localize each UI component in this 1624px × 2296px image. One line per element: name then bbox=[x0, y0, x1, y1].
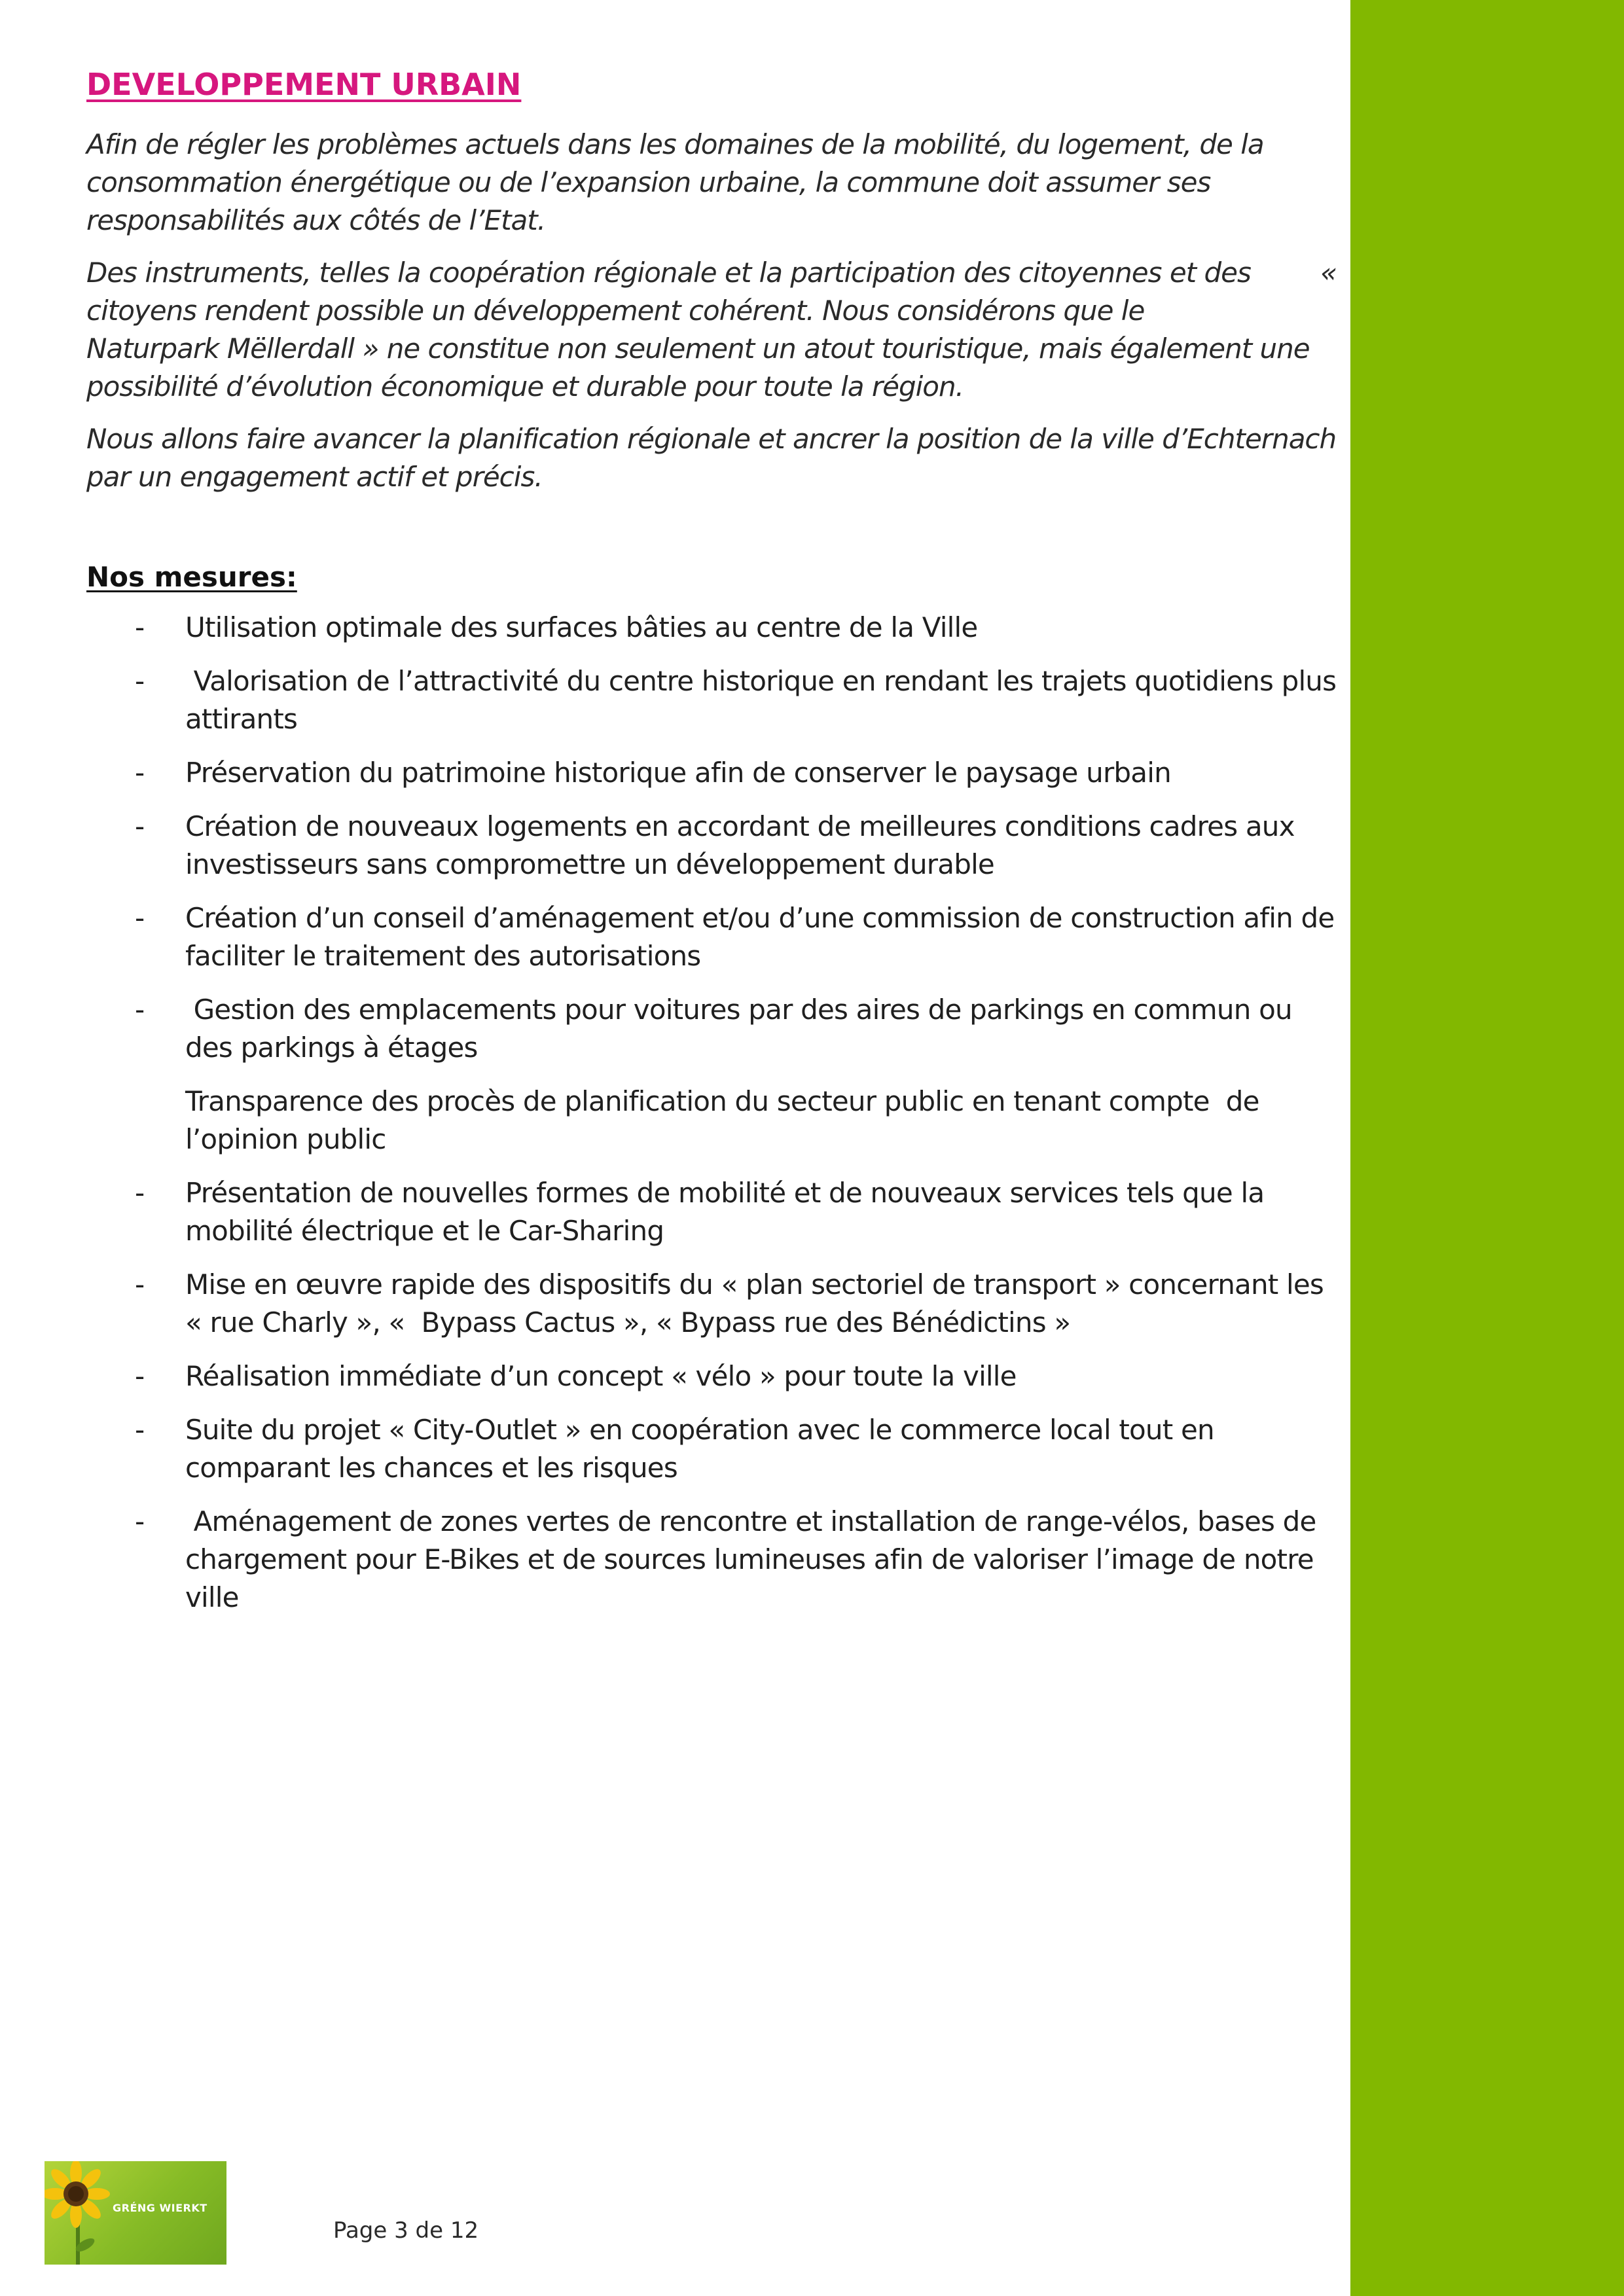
measure-item bbox=[86, 899, 1337, 975]
list-dash: - bbox=[135, 902, 145, 934]
measures-list bbox=[86, 609, 1344, 1617]
measure-item bbox=[86, 1266, 1337, 1342]
list-dash: - bbox=[135, 810, 145, 842]
measure-text: Suite du projet « City-Outlet » en coopération avec le commerce local tout en comparant les chances et les risques bbox=[185, 1414, 1214, 1484]
measure-item bbox=[86, 609, 1337, 647]
logo-text: GRÉNG WIERKT bbox=[113, 2202, 208, 2214]
greng-wierkt-logo bbox=[45, 2161, 226, 2265]
measure-item bbox=[86, 754, 1337, 792]
measure-item bbox=[86, 1357, 1337, 1395]
measure-text: Création d’un conseil d’aménagement et/ou d’une commission de construction afin de faciliter le traitement des autorisations bbox=[185, 902, 1335, 972]
intro-paragraph-2-text: Des instruments, telles la coopération régionale et la participation des citoyennes et des citoyens rendent possible un développement cohérent. Nous considérons que le bbox=[86, 257, 1251, 327]
measure-item bbox=[86, 662, 1344, 738]
measure-text: Transparence des procès de planification du secteur public en tenant compte de l’opinion public bbox=[185, 1085, 1268, 1155]
intro-paragraph-2-continued: Naturpark Mëllerdall » ne constitue non seulement un atout touristique, mais également une possibilité d’évolution économique et durable pour toute la région. bbox=[86, 332, 1310, 403]
list-dash: - bbox=[135, 757, 145, 789]
measure-text: Présentation de nouvelles formes de mobilité et de nouveaux services tels que la mobilité électrique et le Car-Sharing bbox=[185, 1177, 1265, 1247]
list-dash: - bbox=[135, 1177, 145, 1209]
document-content bbox=[86, 60, 1344, 1632]
measure-item bbox=[86, 1503, 1337, 1617]
list-dash: - bbox=[135, 1505, 145, 1537]
measure-item bbox=[86, 1411, 1337, 1487]
page-number: Page 3 de 12 bbox=[333, 2217, 479, 2244]
measure-item-no-dash bbox=[86, 1083, 1337, 1158]
list-dash: - bbox=[135, 1360, 145, 1392]
measure-text: Valorisation de l’attractivité du centre historique en rendant les trajets quotidiens plus attirants bbox=[185, 665, 1344, 735]
intro-paragraph-1: Afin de régler les problèmes actuels dans les domaines de la mobilité, du logement, de la consommation énergétique ou de l’expansion urbaine, la commune doit assumer ses responsabilités aux côtés de l’Etat. bbox=[86, 128, 1264, 236]
measure-item bbox=[86, 991, 1337, 1067]
list-dash: - bbox=[135, 1414, 145, 1446]
measure-text: Préservation du patrimoine historique afin de conserver le paysage urbain bbox=[185, 757, 1171, 789]
measure-text: Réalisation immédiate d’un concept « vélo » pour toute la ville bbox=[185, 1360, 1017, 1392]
intro-guillemet: « bbox=[1320, 257, 1337, 289]
intro-paragraph-3: Nous allons faire avancer la planification régionale et ancrer la position de la ville d’Echternach par un engagement actif et précis. bbox=[86, 423, 1337, 493]
measures-heading: Nos mesures: bbox=[86, 561, 297, 593]
green-side-bar bbox=[1350, 0, 1624, 2296]
measure-text: Mise en œuvre rapide des dispositifs du « plan sectoriel de transport » concernant les « rue Charly », « Bypass Cactus », « Bypass rue des Bénédictins » bbox=[185, 1268, 1332, 1338]
list-dash: - bbox=[135, 665, 145, 697]
list-dash: - bbox=[135, 994, 145, 1026]
document-title: DEVELOPPEMENT URBAIN bbox=[86, 67, 522, 102]
sunflower-icon bbox=[45, 2161, 110, 2265]
intro-paragraph-2 bbox=[86, 254, 1337, 406]
measure-text: Gestion des emplacements pour voitures par des aires de parkings en commun ou des parkings à étages bbox=[185, 994, 1301, 1064]
measure-text: Création de nouveaux logements en accordant de meilleures conditions cadres aux investisseurs sans compromettre un développement durable bbox=[185, 810, 1295, 880]
measure-text: Utilisation optimale des surfaces bâties au centre de la Ville bbox=[185, 611, 978, 643]
intro-section bbox=[86, 126, 1337, 496]
measure-text: Aménagement de zones vertes de rencontre et installation de range-vélos, bases de chargement pour E-Bikes et de sources lumineuses afin de valoriser l’image de notre ville bbox=[185, 1505, 1325, 1613]
measure-item bbox=[86, 1174, 1337, 1250]
measure-item bbox=[86, 808, 1337, 884]
list-dash: - bbox=[135, 1268, 145, 1300]
list-dash: - bbox=[135, 611, 145, 643]
